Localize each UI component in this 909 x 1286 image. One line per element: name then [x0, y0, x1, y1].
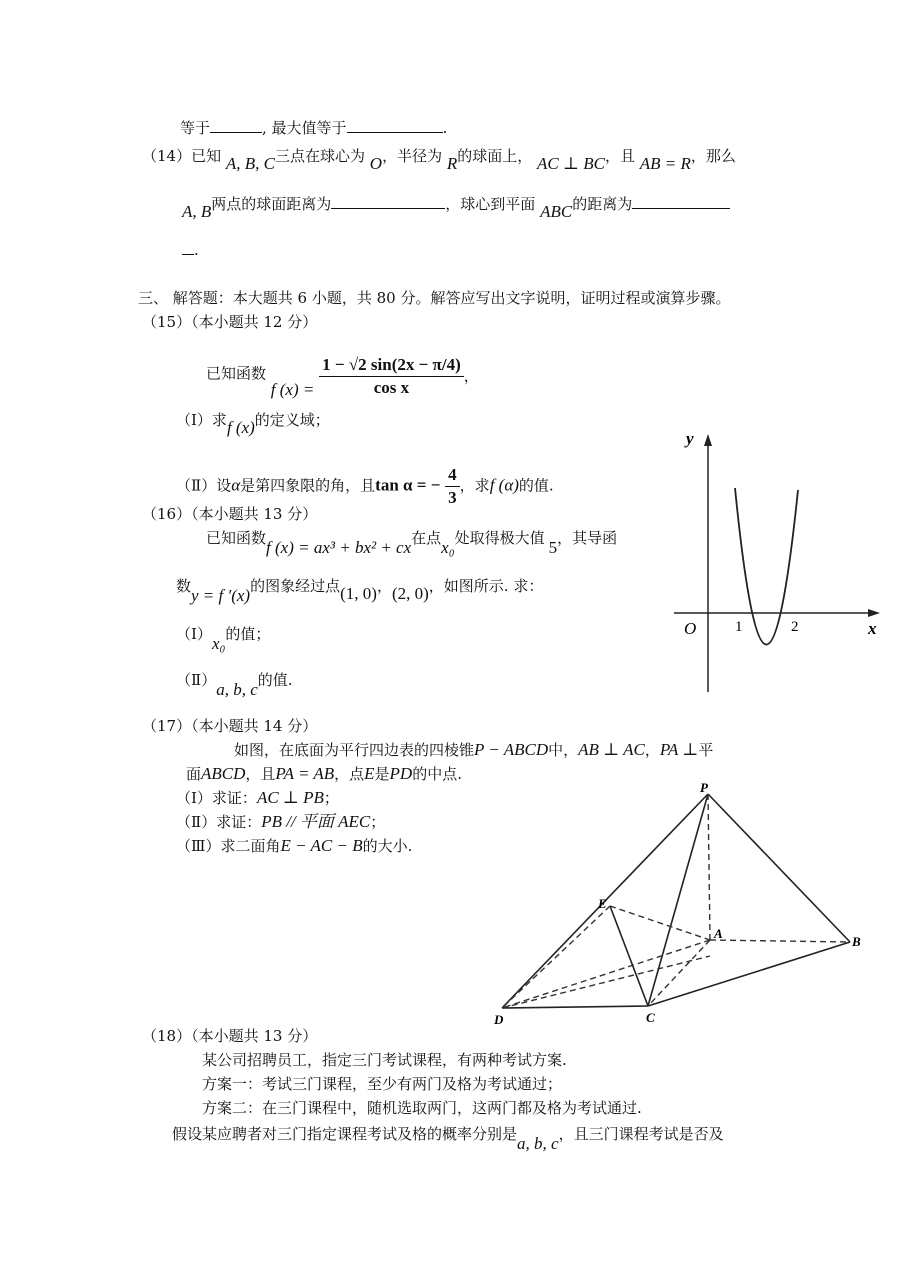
q15-text: （Ⅰ）求	[176, 411, 227, 429]
q17-line-1	[234, 740, 713, 760]
q17-text: 是	[374, 765, 390, 783]
q17-part-2	[176, 812, 385, 832]
q14-text: 两点的球面距离为	[211, 195, 332, 213]
math-point-2: (2, 0)	[391, 584, 429, 603]
x-axis-label: x	[868, 619, 877, 638]
q16-heading: （16）（本小题共 13 分）	[142, 505, 318, 523]
q17-line-2	[186, 764, 462, 784]
q17-text: （Ⅱ）求证：	[176, 813, 262, 831]
q18-line-4	[172, 1124, 724, 1153]
tick-label-1: 1	[735, 619, 743, 635]
math-alpha: α	[231, 475, 241, 495]
q13-text: .	[442, 119, 448, 137]
q17-text: （Ⅲ）求二面角	[176, 837, 281, 855]
q14-text: .	[194, 241, 199, 259]
math-base: ABCD	[201, 764, 246, 783]
math-proof-2: PB // 平面 AEC	[261, 812, 371, 831]
origin-label: O	[684, 619, 697, 638]
q17-text: 的大小.	[362, 837, 413, 855]
x-axis-arrow	[868, 609, 880, 617]
math-points: A, B, C	[225, 154, 275, 173]
q16-text: ，其导函	[557, 529, 618, 547]
math-cubic: f (x) = ax³ + bx² + cx	[266, 538, 412, 557]
q14-line-3	[182, 240, 199, 260]
math-probabilities: a, b, c	[517, 1134, 559, 1153]
derivative-graph	[668, 420, 890, 700]
section-3-heading: 三、 解答题：本大题共 6 小题，共 80 分。解答应写出文字说明，证明过程或演算步骤。	[138, 289, 731, 307]
q18-line-1: 某公司招聘员工，指定三门考试课程，有两种考试方案.	[202, 1051, 567, 1069]
q17-text: 如图，在底面为平行四边表的四棱锥	[234, 741, 475, 759]
math-pyramid: P − ABCD	[474, 740, 549, 759]
q16-text: 处取得极大值	[454, 529, 545, 547]
q14-text: ，球心到平面	[445, 195, 536, 213]
q18-text: ，且三门课程考试是否及	[558, 1125, 724, 1143]
q16-text: 的值；	[225, 625, 271, 643]
q17-text: ；	[370, 813, 386, 831]
q13-tail-line	[180, 118, 447, 138]
segment-ed	[502, 906, 610, 1008]
math-derivative: y = f ′(x)	[191, 586, 251, 605]
fraction-numerator: 4	[448, 465, 457, 484]
answer-blank	[182, 240, 194, 255]
edge-cb	[648, 942, 850, 1006]
q15-text: （Ⅱ）设	[176, 476, 232, 495]
vertex-label-d: D	[494, 1012, 504, 1027]
q15-text: ，求	[459, 476, 490, 495]
q16-text: 在点	[411, 529, 442, 547]
q13-text: 等于	[180, 119, 211, 137]
q14-text: 的球面上，	[457, 147, 533, 165]
answer-blank	[632, 194, 730, 209]
math-tan: tan α = −	[375, 475, 441, 495]
y-axis-label: y	[686, 429, 694, 448]
q14-text: ，且	[604, 147, 635, 165]
math-abc: a, b, c	[216, 680, 258, 699]
q14-number: （14）已知	[142, 147, 222, 165]
math-proof-1: AC ⊥ PB	[256, 788, 324, 807]
tick-label-2: 2	[791, 619, 799, 635]
segment-ea	[610, 906, 710, 940]
q14-line-1	[142, 146, 736, 173]
vertex-label-p: P	[700, 780, 708, 795]
q15-text: 的定义域；	[254, 411, 330, 429]
math-center: O	[369, 154, 383, 173]
q18-heading: （18）（本小题共 13 分）	[142, 1027, 318, 1045]
math-eq: AB = R	[639, 154, 691, 173]
math-fx: f (x)	[226, 418, 255, 437]
segment-ec	[610, 906, 648, 1006]
q14-text: 的距离为	[572, 195, 633, 213]
q17-text: 的中点.	[412, 765, 462, 783]
q17-text: ，且	[245, 765, 276, 783]
q18-line-2: 方案一：考试三门课程，至少有两门及格为考试通过；	[202, 1075, 563, 1093]
y-axis-arrow	[704, 434, 712, 446]
fraction-numerator: 1 − √2 sin(2x − π/4)	[322, 355, 461, 374]
q17-text: ；	[323, 789, 339, 807]
q17-part-1	[176, 788, 339, 808]
q16-text: ，	[376, 577, 392, 595]
q16-line-2	[176, 576, 544, 605]
q16-text: （Ⅰ）	[176, 625, 212, 643]
answer-blank	[331, 194, 445, 209]
edge-ad	[502, 940, 710, 1008]
q15-text: 的值.	[518, 476, 554, 495]
vertex-label-e: E	[598, 896, 607, 911]
q15-tan-fraction	[445, 464, 460, 509]
q17-heading: （17）（本小题共 14 分）	[142, 717, 318, 735]
q17-text: 面	[186, 765, 202, 783]
q17-text: ，	[644, 741, 660, 759]
q14-text: ，那么	[690, 147, 736, 165]
math-f: f (x) =	[270, 379, 315, 399]
parabola-curve	[735, 488, 798, 645]
math-five: 5	[548, 538, 558, 557]
math-f-alpha: f (α)	[489, 475, 519, 495]
q15-part-1	[176, 410, 330, 437]
q16-text: （Ⅱ）	[176, 671, 217, 689]
q16-line-1	[206, 528, 618, 557]
math-x0: x₀	[211, 634, 226, 653]
pyramid-figure	[490, 780, 880, 1030]
q17-text: ，点	[334, 765, 365, 783]
q16-text: ，如图所示. 求：	[428, 577, 544, 595]
q16-part-1	[176, 624, 271, 653]
fraction-denominator: cos x	[373, 378, 410, 397]
answer-blank	[347, 118, 443, 133]
q17-part-3	[176, 836, 412, 856]
math-radius: R	[446, 154, 458, 173]
q15-text: 已知函数	[206, 364, 267, 383]
vertex-label-b: B	[852, 934, 861, 949]
q17-text: （Ⅰ）求证：	[176, 789, 257, 807]
q18-line-3: 方案二：在三门课程中，随机选取两门，这两门都及格为考试通过.	[202, 1099, 642, 1117]
q16-text: 已知函数	[206, 529, 267, 547]
q16-text: 的图象经过点	[250, 577, 341, 595]
q14-line-2	[182, 194, 730, 221]
q18-text: 假设某应聘者对三门指定课程考试及格的概率分别是	[172, 1125, 518, 1143]
math-plane: ABC	[540, 202, 573, 221]
math-x0: x₀	[441, 538, 455, 557]
math-pd: PD	[389, 764, 413, 783]
q15-function	[206, 352, 479, 397]
q16-part-2	[176, 670, 293, 699]
q13-text: , 最大值等于	[262, 119, 347, 137]
edge-dc	[502, 1006, 648, 1008]
edge-ab	[710, 940, 850, 942]
math-dihedral: E − AC − B	[280, 836, 363, 855]
edge-pa	[708, 794, 710, 940]
math-ab: A, B	[182, 202, 212, 221]
q15-text: 是第四象限的角，且	[240, 476, 376, 495]
vertex-label-a: A	[714, 926, 723, 941]
fraction-denominator: 3	[448, 488, 457, 507]
q14-text: ，半径为	[382, 147, 443, 165]
vertex-label-c: C	[646, 1010, 655, 1025]
math-point-1: (1, 0)	[340, 584, 377, 603]
q16-text: 的值.	[257, 671, 293, 689]
answer-blank	[210, 118, 262, 133]
math-cond-3: PA = AB	[275, 764, 335, 783]
math-cond-1: AB ⊥ AC	[578, 740, 645, 759]
q14-text: 三点在球心为	[274, 147, 365, 165]
math-cond-2: PA ⊥	[659, 740, 699, 759]
q15-part-2	[176, 464, 554, 509]
q15-text: ，	[463, 366, 479, 385]
q15-heading: （15）（本小题共 12 分）	[142, 313, 318, 331]
edge-pb	[708, 794, 850, 942]
segment-db	[502, 956, 710, 1008]
q17-text: 平	[698, 741, 714, 759]
q17-text: 中，	[548, 741, 579, 759]
math-point-e: E	[364, 764, 375, 783]
q15-fraction	[319, 354, 464, 399]
math-perp: AC ⊥ BC	[537, 154, 605, 173]
q16-text: 数	[176, 577, 192, 595]
